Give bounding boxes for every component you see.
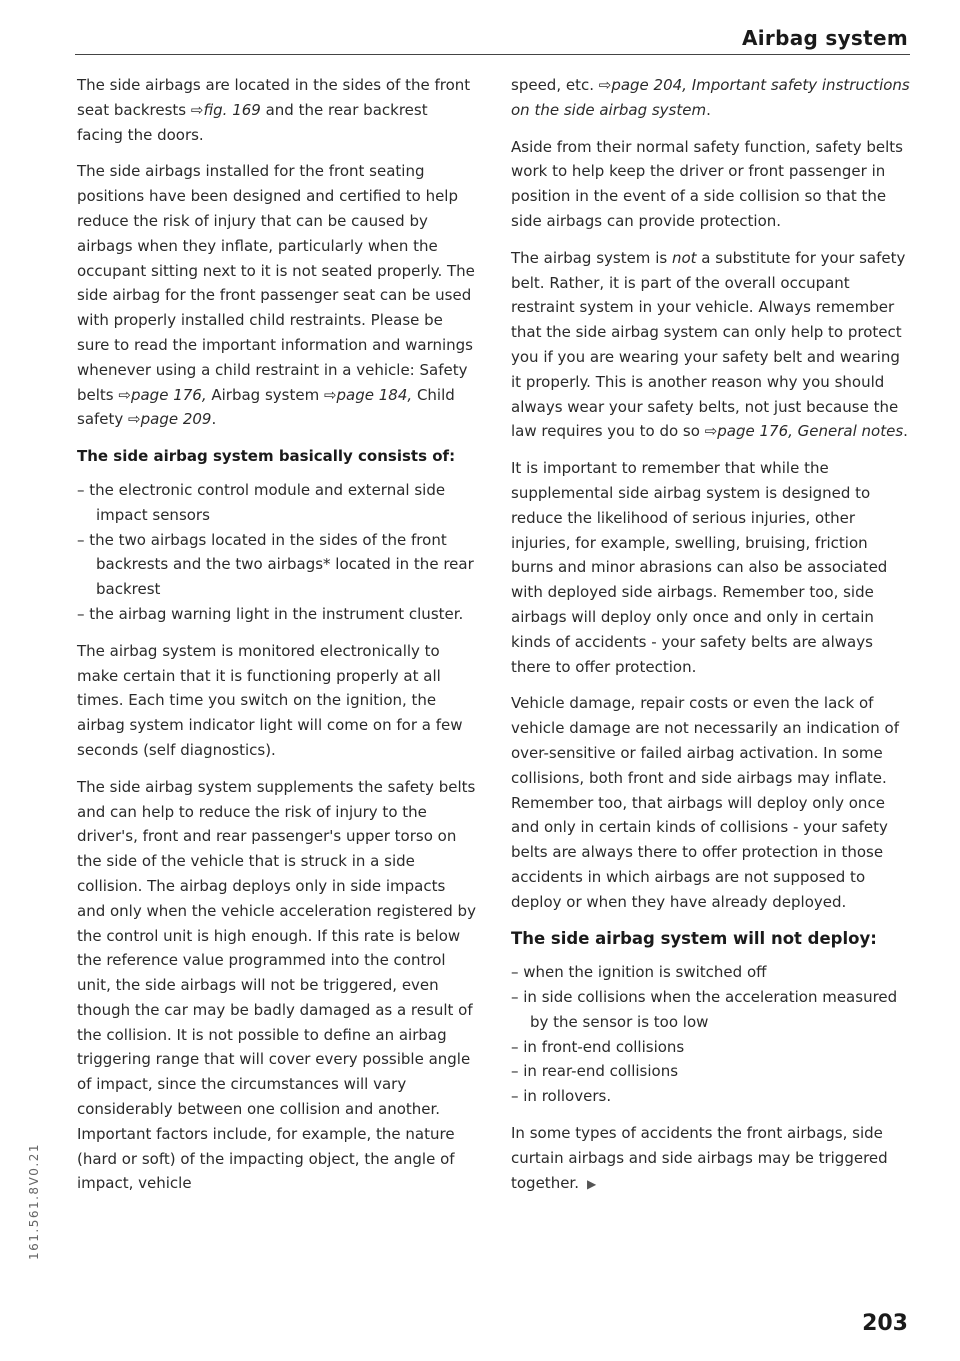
- list-item: – the two airbags located in the sides of the front backrests and the two airbags* located in the rear backrest: [77, 530, 474, 599]
- paragraph: The airbag system is not a substitute for your safety belt. Rather, it is part of the overall occupant restraint system in your vehicle. Always remember that the side airbag system can only help to protect you if you are wearing your safety belt and wearing it properly. This is another reason why you should always wear your safety belts, not just because the law requires you to do so ⇨page 176, General notes.: [511, 248, 908, 441]
- page-reference-link[interactable]: ⇨page 176, General notes: [704, 422, 904, 441]
- page-reference-link[interactable]: ⇨page 184,: [323, 385, 413, 404]
- right-column: [511, 73, 911, 1208]
- list-item: – the airbag warning light in the instrument cluster.: [77, 604, 464, 623]
- left-column: [77, 73, 477, 1208]
- section-heading: The side airbag system basically consists of:: [77, 447, 456, 466]
- paragraph: In some types of accidents the front airbags, side curtain airbags and side airbags may be triggered together. ▶: [511, 1124, 888, 1192]
- section-heading: The side airbag system will not deploy:: [511, 928, 877, 948]
- list-item: – in rear-end collisions: [511, 1062, 679, 1081]
- non-deployment-list: [511, 960, 911, 1109]
- paragraph: The side airbags installed for the front seating positions have been designed and certified to help reduce the risk of injury that can be caused by airbags when they inflate, particularly when the occupant sitting next to it is not seated properly. The side airbag for the front passenger seat can be used with properly installed child restraints. Please be sure to read the important information and warnings whenever using a child restraint in a vehicle: Safety belts ⇨page 176, Airbag system ⇨page 184, Child safety ⇨page 209.: [77, 162, 475, 429]
- paragraph: It is important to remember that while the supplemental side airbag system is designed to reduce the likelihood of serious injuries, other injuries, for example, swelling, bruising, friction burns and minor abrasions can also be associated with deployed side airbags. Remember too, side airbags will deploy only once and only in certain kinds of accidents - your safety belts are always there to offer protection.: [511, 459, 888, 676]
- page-reference-link[interactable]: ⇨page 204, Important safety instructions on the side airbag system: [511, 76, 910, 119]
- paragraph: speed, etc. ⇨page 204, Important safety instructions on the side airbag system.: [511, 76, 910, 119]
- component-list: [77, 478, 477, 627]
- list-item: – in rollovers.: [511, 1087, 612, 1106]
- page-reference-link[interactable]: ⇨page 209: [128, 410, 212, 429]
- list-item: – in side collisions when the acceleration measured by the sensor is too low: [511, 988, 898, 1031]
- paragraph: The side airbag system supplements the safety belts and can help to reduce the risk of injury to the driver's, front and rear passenger's upper torso on the side of the vehicle that is struck in a side collision. The airbag deploys only in side impacts and only when the vehicle acceleration registered by the control unit is high enough. If this rate is below the reference value programmed into the control unit, the side airbags will not be triggered, even though the car may be badly damaged as a result of the collision. It is not possible to define an airbag triggering range that will cover every possible angle of impact, since the circumstances will vary considerably between one collision and another. Important factors include, for example, the nature (hard or soft) of the impacting object, the angle of impact, vehicle: [77, 777, 476, 1193]
- list-item: – the electronic control module and external side impact sensors: [77, 480, 446, 524]
- header-rule: [75, 54, 910, 55]
- list-item: – when the ignition is switched off: [511, 963, 767, 982]
- paragraph: Vehicle damage, repair costs or even the lack of vehicle damage are not necessarily an indication of over-sensitive or failed airbag activation. In some collisions, both front and side airbags may inflate. Remember too, that airbags will deploy only once and only in certain kinds of collisions - your safety belts are always there to offer protection in those accidents in which airbags are not supposed to deploy or when they have already deployed.: [511, 694, 899, 911]
- list-item: – in front-end collisions: [511, 1037, 685, 1056]
- document-code: 161.561.8V0.21: [27, 1143, 41, 1260]
- paragraph: The airbag system is monitored electronically to make certain that it is functioning properly at all times. Each time you switch on the ignition, the airbag system indicator light will come on for a few seconds (self diagnostics).: [77, 641, 463, 759]
- figure-reference-link[interactable]: ⇨fig. 169: [190, 100, 261, 119]
- paragraph: Aside from their normal safety function, safety belts work to help keep the driver or front passenger in position in the event of a side collision so that the side airbags can provide protection.: [511, 137, 903, 230]
- page-reference-link[interactable]: ⇨page 176,: [118, 385, 207, 404]
- page-number: 203: [862, 1311, 908, 1336]
- paragraph: The side airbags are located in the sides of the front seat backrests ⇨fig. 169 and the rear backrest facing the doors.: [77, 76, 471, 144]
- page-header-title: Airbag system: [742, 26, 908, 50]
- continue-arrow-icon: ▶: [586, 1176, 597, 1191]
